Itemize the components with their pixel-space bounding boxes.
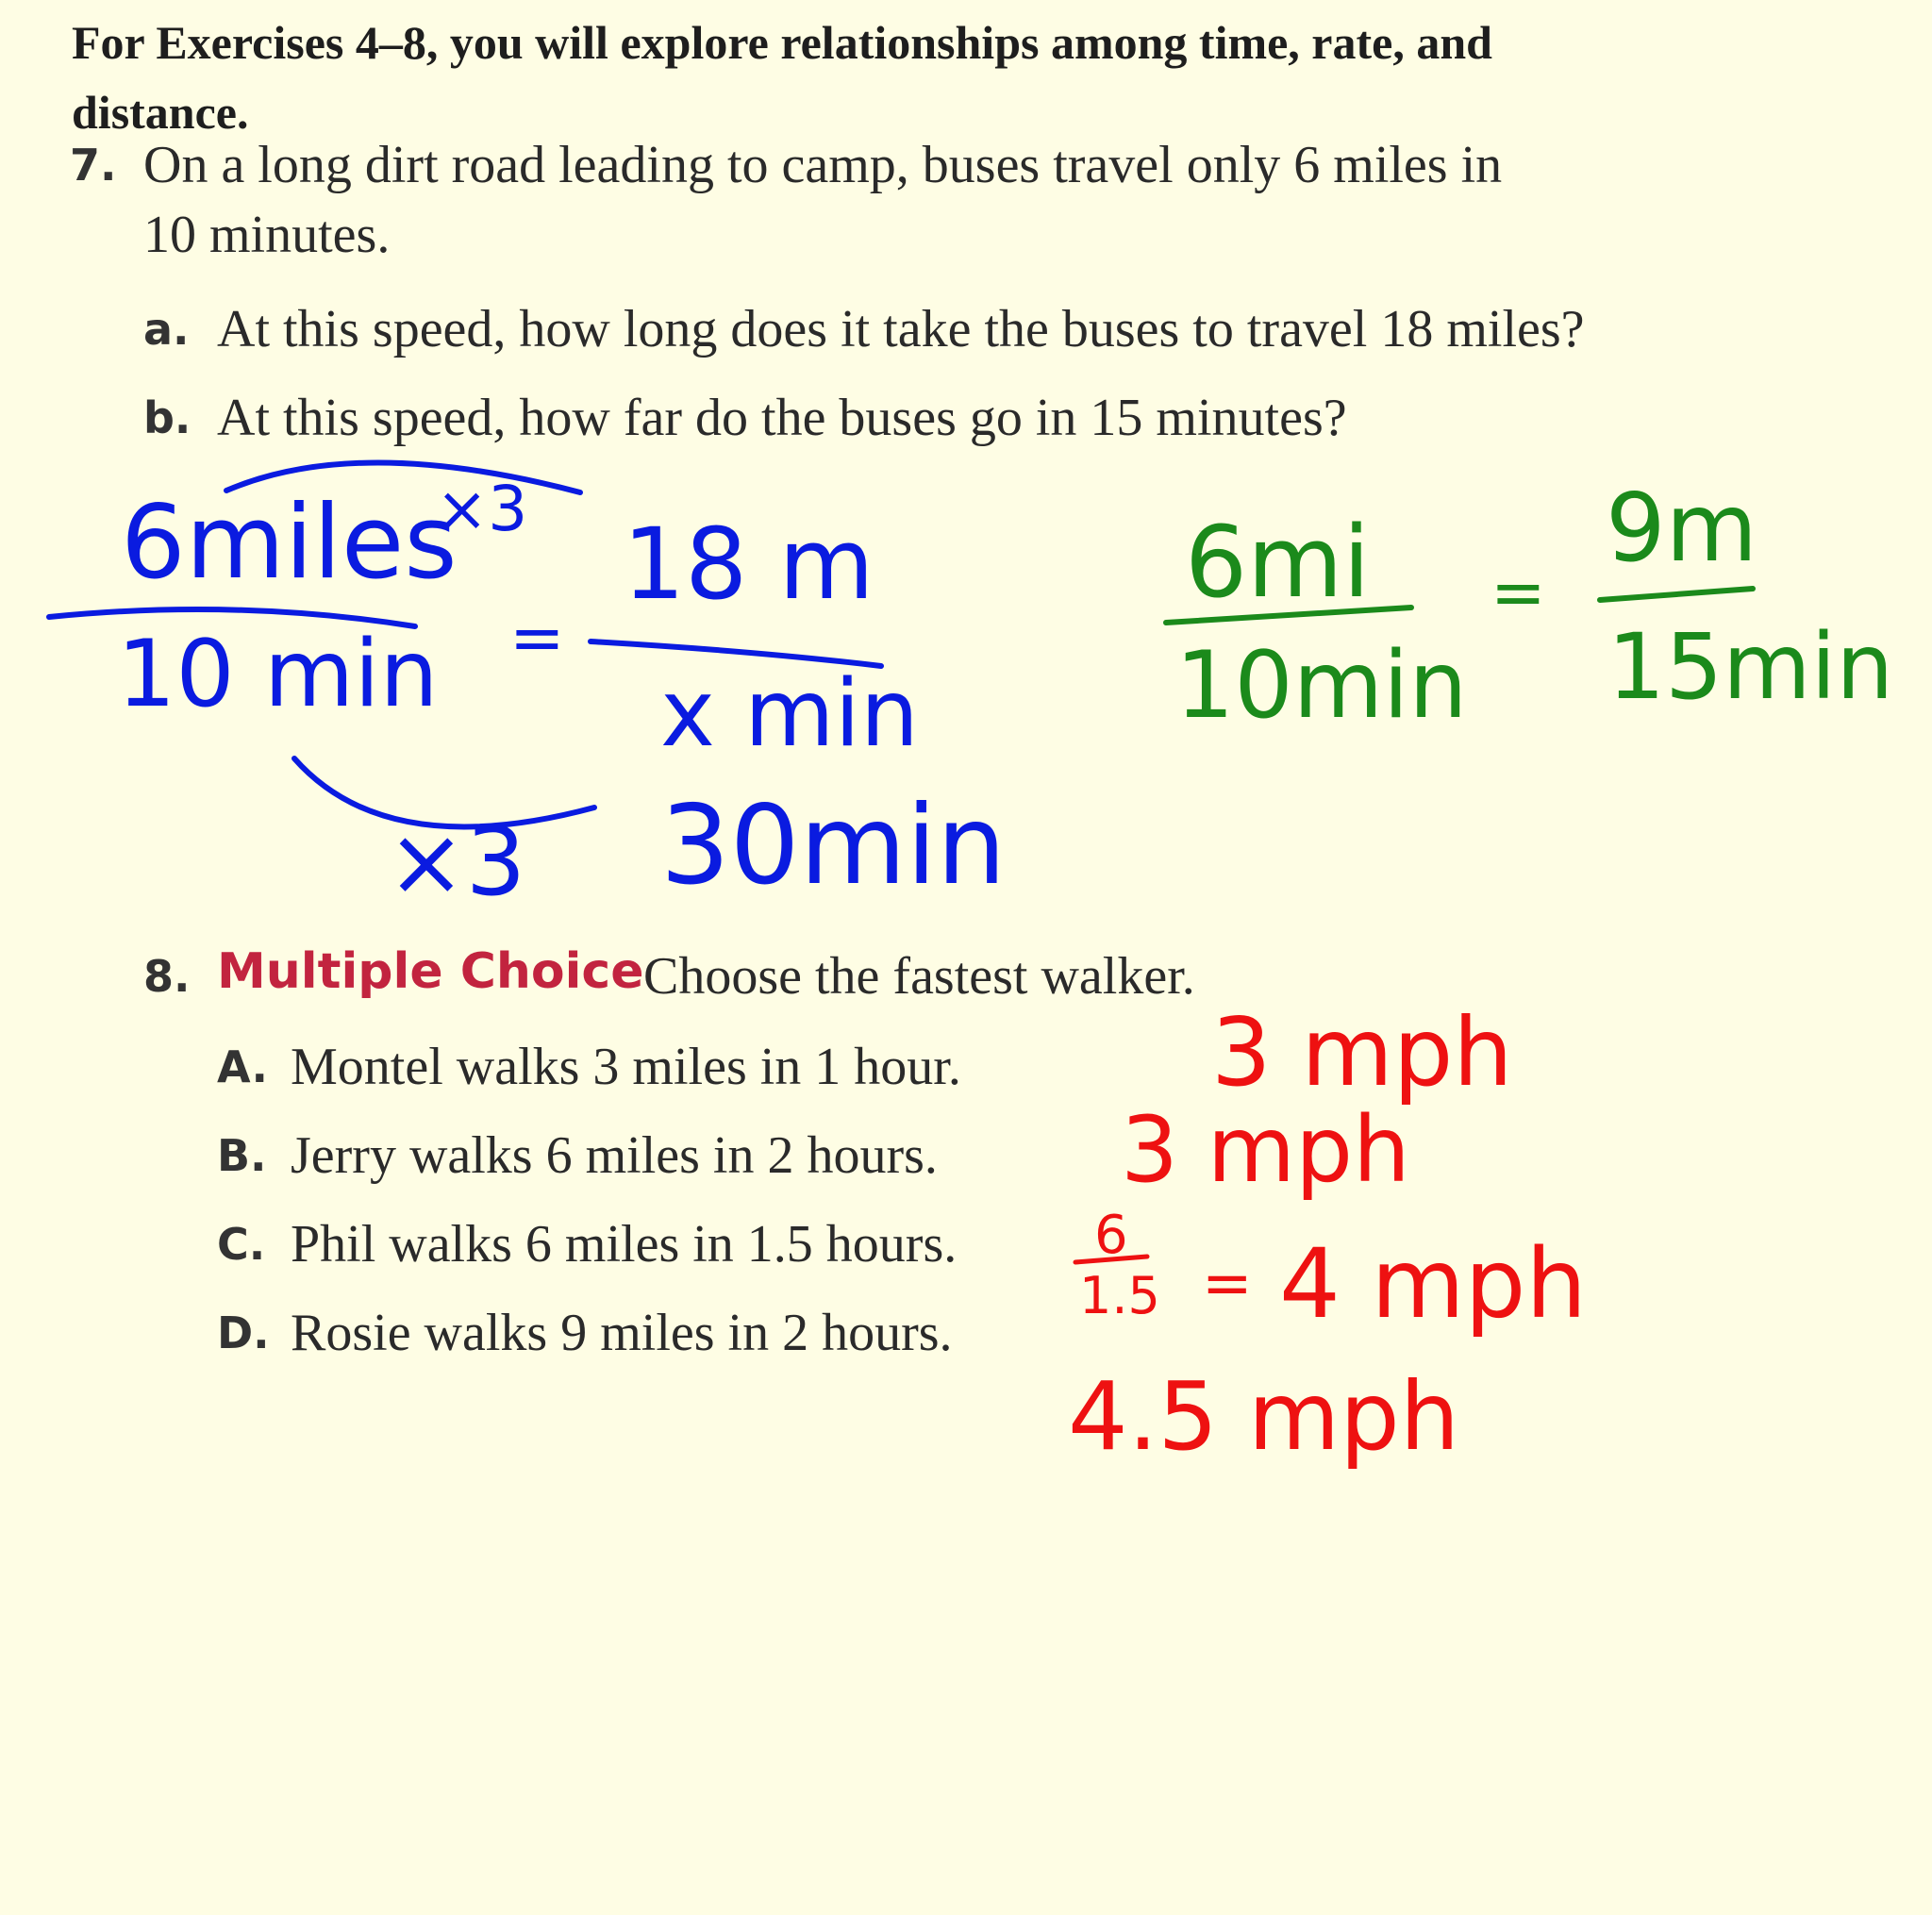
problem-7-line-2: 10 minutes. xyxy=(143,206,391,264)
red-annotations xyxy=(1068,997,1587,1472)
green-fraction-bar-right xyxy=(1600,589,1753,600)
blue-denominator-left: 10 min xyxy=(117,621,439,728)
red-fraction-bar xyxy=(1075,1257,1147,1262)
blue-answer: 30min xyxy=(660,782,1007,909)
red-fraction-bottom: 1.5 xyxy=(1079,1266,1160,1325)
problem-8-prompt: Choose the fastest walker. xyxy=(643,947,1195,1006)
blue-numerator-left: 6miles xyxy=(121,484,458,602)
problem-8-number: 8. xyxy=(143,951,191,1002)
green-annotations xyxy=(1166,473,1893,740)
blue-numerator-right: 18 m xyxy=(623,507,874,622)
problem-7-number: 7. xyxy=(70,140,117,191)
green-denominator-right: 15min xyxy=(1607,614,1894,720)
problem-7a-label: a. xyxy=(143,304,190,355)
green-numerator-left: 6mi xyxy=(1185,505,1371,620)
option-d-text: Rosie walks 9 miles in 2 hours. xyxy=(291,1304,953,1362)
red-answer-b: 3 mph xyxy=(1121,1097,1410,1203)
blue-times-top: ×3 xyxy=(436,473,528,545)
option-c-text: Phil walks 6 miles in 1.5 hours. xyxy=(291,1215,958,1274)
problem-7b-text: At this speed, how far do the buses go in 15 minutes? xyxy=(217,389,1347,447)
option-b-label: B. xyxy=(217,1130,267,1181)
green-numerator-right: 9m xyxy=(1606,473,1758,583)
green-denominator-left: 10min xyxy=(1175,632,1468,740)
red-answer-d: 4.5 mph xyxy=(1068,1361,1460,1472)
multiple-choice-heading: Multiple Choice xyxy=(217,943,644,1000)
option-a-text: Montel walks 3 miles in 1 hour. xyxy=(291,1038,961,1096)
option-b-text: Jerry walks 6 miles in 2 hours. xyxy=(291,1126,938,1185)
red-equals: = xyxy=(1202,1249,1253,1319)
blue-annotations xyxy=(49,462,1006,917)
red-answer-c: 4 mph xyxy=(1279,1228,1588,1340)
red-fraction-top: 6 xyxy=(1094,1205,1128,1266)
blue-equals: = xyxy=(509,599,565,676)
problem-7-line-1: On a long dirt road leading to camp, buses travel only 6 miles in xyxy=(143,136,1503,194)
intro-line-2: distance. xyxy=(72,86,249,139)
blue-times-bottom: ×3 xyxy=(387,807,526,917)
green-equals: = xyxy=(1491,554,1546,631)
option-c-label: C. xyxy=(217,1219,266,1270)
red-answer-a: 3 mph xyxy=(1211,997,1513,1107)
blue-denominator-right: x min xyxy=(660,660,919,768)
intro-line-1: For Exercises 4–8, you will explore relationships among time, rate, and xyxy=(72,16,1492,69)
problem-7b-label: b. xyxy=(143,392,192,443)
problem-7a-text: At this speed, how long does it take the buses to travel 18 miles? xyxy=(217,300,1585,358)
option-a-label: A. xyxy=(217,1041,268,1092)
option-d-label: D. xyxy=(217,1307,270,1358)
